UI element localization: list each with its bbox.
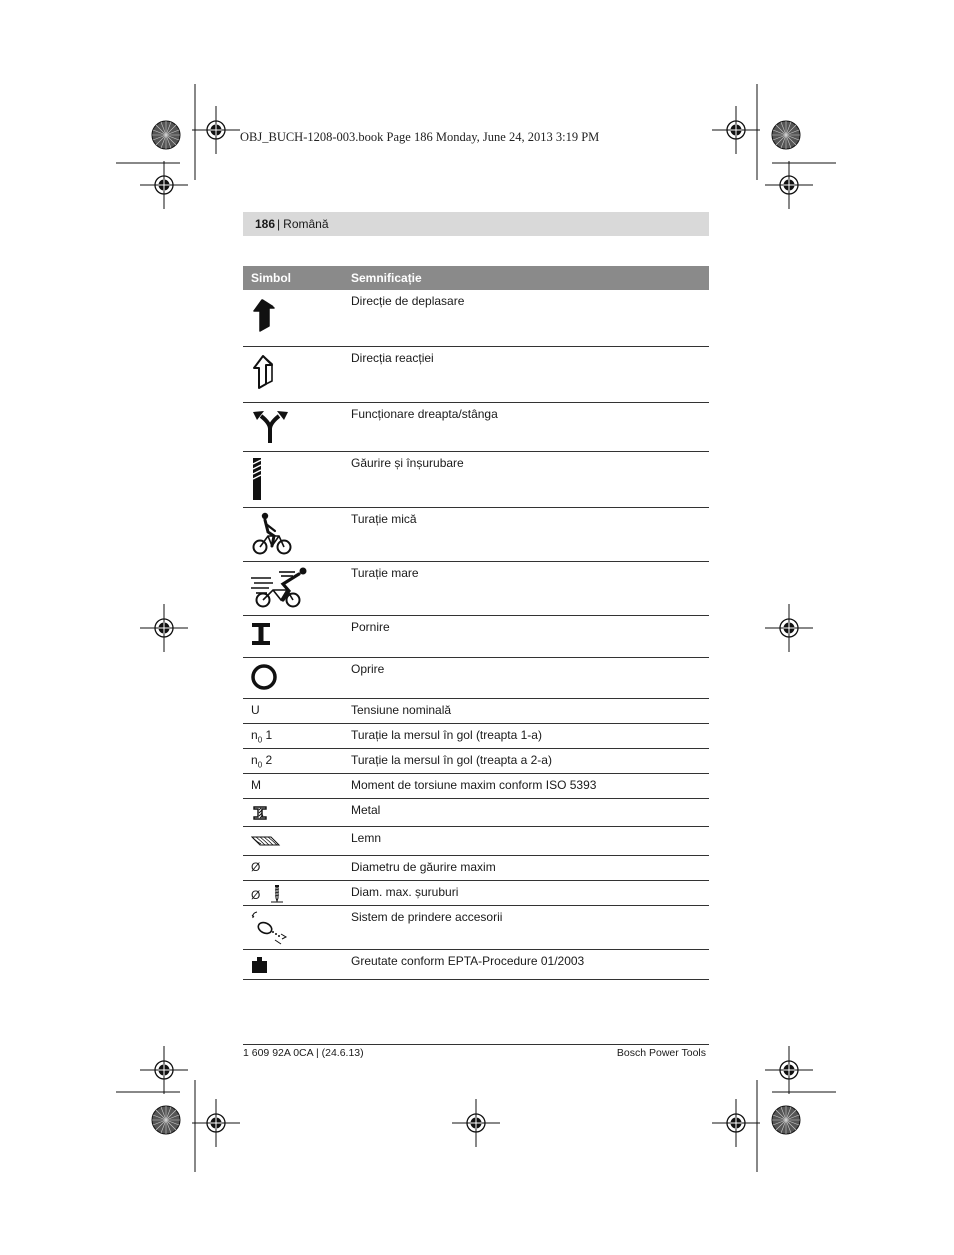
table-row bbox=[243, 906, 709, 950]
table-row-meaning: Direcția reacției bbox=[351, 351, 434, 365]
table-row bbox=[243, 562, 709, 616]
page-number: 186 bbox=[255, 217, 276, 231]
registration-mark-l1 bbox=[140, 161, 188, 209]
registration-mark-br bbox=[712, 1099, 760, 1147]
star-target-tr bbox=[772, 121, 800, 149]
registration-mark-r3 bbox=[765, 1046, 813, 1094]
header-language: Română bbox=[283, 217, 329, 231]
table-row bbox=[243, 799, 709, 827]
weight-icon bbox=[251, 954, 271, 979]
registration-mark-l2 bbox=[140, 604, 188, 652]
star-target-br bbox=[772, 1106, 800, 1134]
registration-mark-r2 bbox=[765, 604, 813, 652]
footer-divider bbox=[243, 1044, 709, 1045]
footer-brand: Bosch Power Tools bbox=[616, 1047, 706, 1059]
table-row-meaning: Turație la mersul în gol (treapta a 2-a) bbox=[351, 753, 552, 767]
screw-icon bbox=[270, 884, 284, 904]
print-info-line: OBJ_BUCH-1208-003.book Page 186 Monday, June 24, 2013 3:19 PM bbox=[240, 130, 600, 144]
table-row-meaning: Funcționare dreapta/stânga bbox=[351, 407, 498, 421]
table-row-meaning: Metal bbox=[351, 803, 381, 817]
registration-mark-bl bbox=[192, 1099, 240, 1147]
table-row-meaning: Lemn bbox=[351, 831, 382, 845]
direction-arrow-filled-icon bbox=[251, 294, 281, 339]
page-header-bar bbox=[243, 212, 709, 236]
table-row bbox=[243, 347, 709, 403]
table-row-meaning: Sistem de prindere accesorii bbox=[351, 910, 503, 924]
metal-beam-icon bbox=[251, 803, 271, 826]
accessory-holder-icon bbox=[251, 910, 291, 949]
wood-icon bbox=[251, 831, 281, 854]
star-target-tl bbox=[152, 121, 180, 149]
table-row-meaning: Oprire bbox=[351, 662, 385, 676]
symbols-table bbox=[243, 266, 709, 980]
table-row bbox=[243, 856, 709, 881]
table-row-meaning: Direcție de deplasare bbox=[351, 294, 465, 308]
table-row bbox=[243, 827, 709, 856]
registration-mark-bc bbox=[452, 1099, 500, 1147]
table-row bbox=[243, 658, 709, 699]
table-row bbox=[243, 452, 709, 508]
power-on-icon bbox=[251, 620, 275, 653]
registration-mark-l3 bbox=[140, 1046, 188, 1094]
table-row-symbol: U bbox=[251, 703, 260, 717]
table-row-meaning: Turație mică bbox=[351, 512, 417, 526]
table-row bbox=[243, 699, 709, 724]
column-header-meaning: Semnificație bbox=[351, 271, 422, 285]
table-row-meaning: Turație mare bbox=[351, 566, 419, 580]
column-header-symbol: Simbol bbox=[251, 271, 292, 285]
fork-arrows-icon bbox=[251, 407, 291, 450]
table-row-symbol: M bbox=[251, 778, 261, 792]
registration-mark-tl bbox=[192, 106, 240, 154]
table-row bbox=[243, 290, 709, 347]
header-separator: | bbox=[277, 217, 281, 231]
drill-bit-icon bbox=[251, 456, 267, 505]
table-row-meaning: Tensiune nominală bbox=[351, 703, 452, 717]
table-row-symbol: Ø bbox=[251, 860, 261, 874]
power-off-icon bbox=[251, 662, 281, 697]
table-row bbox=[243, 616, 709, 658]
registration-mark-tr bbox=[712, 106, 760, 154]
table-row-symbol: Ø bbox=[251, 884, 284, 904]
table-row-meaning: Diametru de găurire maxim bbox=[351, 860, 496, 874]
table-row-meaning: Turație la mersul în gol (treapta 1-a) bbox=[351, 728, 542, 742]
table-row bbox=[243, 749, 709, 774]
direction-arrow-outline-icon bbox=[251, 351, 281, 396]
table-row bbox=[243, 950, 709, 980]
table-row-meaning: Găurire și înșurubare bbox=[351, 456, 464, 470]
table-row bbox=[243, 881, 709, 906]
table-row bbox=[243, 724, 709, 749]
registration-mark-r1 bbox=[765, 161, 813, 209]
table-row-meaning: Greutate conform EPTA-Procedure 01/2003 bbox=[351, 954, 585, 968]
table-row-symbol: $n_0$ 1 bbox=[251, 728, 273, 745]
table-row-meaning: Pornire bbox=[351, 620, 390, 634]
footer-doc-code: 1 609 92A 0CA | (24.6.13) bbox=[243, 1047, 364, 1059]
table-row-meaning: Diam. max. șuruburi bbox=[351, 885, 459, 899]
table-row bbox=[243, 403, 709, 452]
fast-cyclist-icon bbox=[251, 566, 313, 613]
table-header bbox=[243, 266, 709, 290]
table-row-meaning: Moment de torsiune maxim conform ISO 5393 bbox=[351, 778, 597, 792]
table-row bbox=[243, 508, 709, 562]
table-row bbox=[243, 774, 709, 799]
slow-cyclist-icon bbox=[251, 512, 295, 559]
star-target-bl bbox=[152, 1106, 180, 1134]
table-row-symbol: $n_0$ 2 bbox=[251, 753, 273, 770]
